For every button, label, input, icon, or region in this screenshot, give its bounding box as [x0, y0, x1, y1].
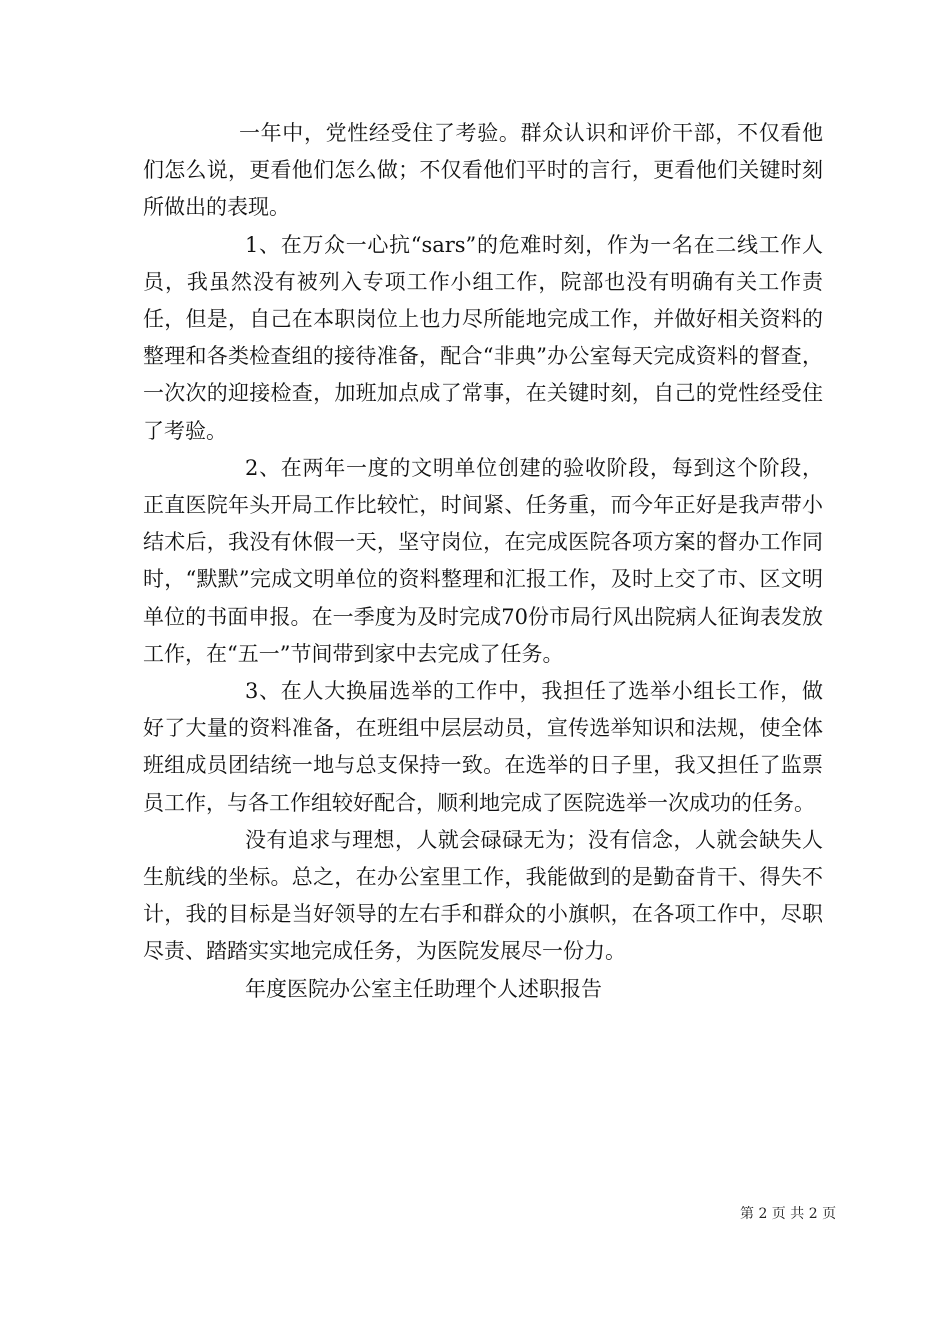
- paragraph-conclusion: 没有追求与理想，人就会碌碌无为；没有信念，人就会缺失人生航线的坐标。总之，在办公室里工作，我能做到的是勤奋肯干、得失不计，我的目标是当好领导的左右手和群众的小旗帜，在各项工作中，尽职尽责、踏踏实实地完成任务，为医院发展尽一份力。: [143, 827, 823, 964]
- paragraph-sars-duty: 1、在万众一心抗“sars”的危难时刻，作为一名在二线工作人员，我虽然没有被列入专项工作小组工作，院部也没有明确有关工作责任，但是，自己在本职岗位上也力尽所能地完成工作，并做好相关资料的整理和各类检查组的接待准备，配合“非典”办公室每天完成资料的督查，一次次的迎接检查，加班加点成了常事，在关键时刻，自己的党性经受住了考验。: [143, 232, 823, 443]
- paragraph-party-spirit-intro: 一年中，党性经受住了考验。群众认识和评价干部，不仅看他们怎么说，更看他们怎么做；不仅看他们平时的言行，更看他们关键时刻所做出的表现。: [143, 121, 823, 220]
- report-title-line: 年度医院办公室主任助理个人述职报告: [245, 976, 602, 1001]
- paragraph-civilized-unit: 2、在两年一度的文明单位创建的验收阶段，每到这个阶段，正直医院年头开局工作比较忙，时间紧、任务重，而今年正好是我声带小结术后，我没有休假一天，坚守岗位，在完成医院各项方案的督办工作同时，“默默”完成文明单位的资料整理和汇报工作，及时上交了市、区文明单位的书面申报。在一季度为及时完成70份市局行风出院病人征询表发放工作，在“五一”节间带到家中去完成了任务。: [143, 455, 823, 666]
- page-number-footer: 第 2 页 共 2 页: [740, 1206, 837, 1222]
- document-body: [143, 115, 823, 1008]
- paragraph-election-work: 3、在人大换届选举的工作中，我担任了选举小组长工作，做好了大量的资料准备，在班组中层层动员，宣传选举知识和法规，使全体班组成员团结统一地与总支保持一致。在选举的日子里，我又担任了监票员工作，与各工作组较好配合，顺利地完成了医院选举一次成功的任务。: [143, 679, 823, 815]
